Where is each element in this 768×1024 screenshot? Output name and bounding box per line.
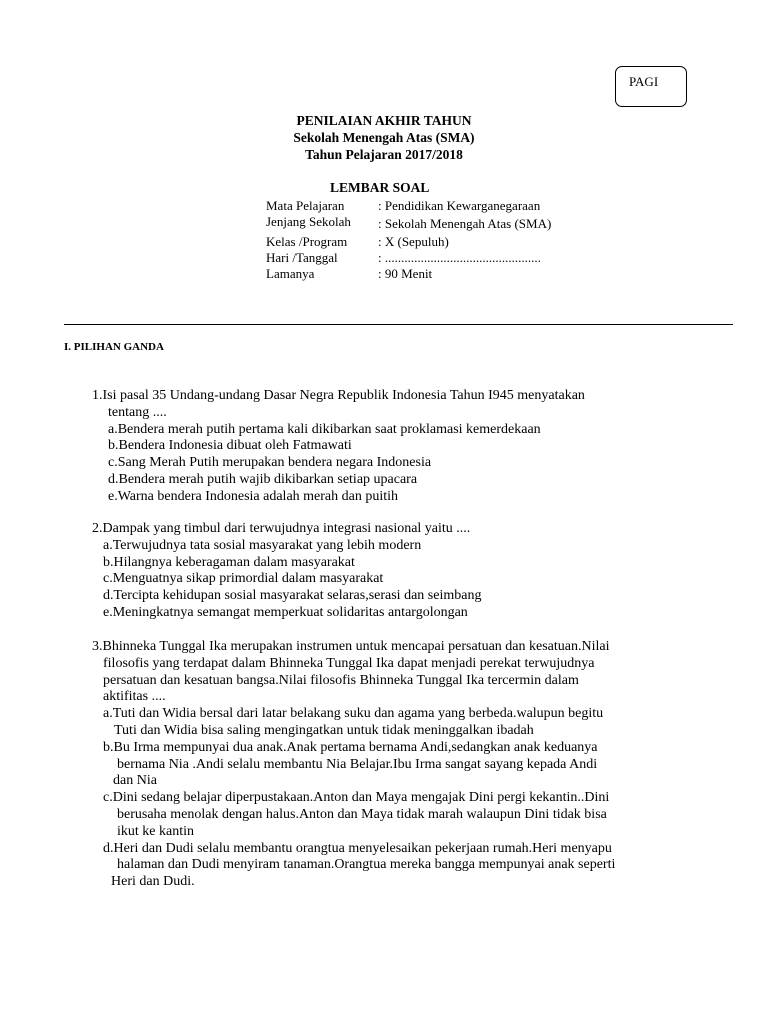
question-stem: aktifitas .... — [103, 689, 166, 705]
section-heading: I. PILIHAN GANDA — [64, 341, 164, 353]
option-c-continued: ikut ke kantin — [117, 823, 194, 839]
option-c: c.Sang Merah Putih merupakan bendera negara Indonesia — [108, 455, 432, 471]
option-e: e.Warna bendera Indonesia adalah merah dan puitih — [108, 488, 399, 504]
meta-value: : Sekolah Menengah Atas (SMA) — [378, 216, 552, 231]
meta-label: Hari /Tanggal — [266, 250, 338, 265]
meta-label: Mata Pelajaran — [266, 198, 345, 213]
sheet-title: LEMBAR SOAL — [330, 180, 430, 195]
option-b-continued: bernama Nia .Andi selalu membantu Nia Belajar.Ibu Irma sangat sayang kepada Andi — [117, 756, 598, 772]
meta-value: : ................................................ — [378, 250, 541, 265]
meta-label: Kelas /Program — [266, 234, 348, 249]
session-label: PAGI — [629, 74, 659, 89]
option-e: e.Meningkatnya semangat memperkuat solidaritas antargolongan — [103, 604, 468, 620]
meta-value: : Pendidikan Kewarganegaraan — [378, 198, 541, 213]
option-a-continued: Tuti dan Widia bisa saling mengingatkan untuk tidak meninggalkan ibadah — [114, 722, 534, 738]
option-d: d.Bendera merah putih wajib dikibarkan setiap upacara — [108, 471, 418, 487]
question-2 — [92, 521, 481, 622]
option-b: b.Bendera Indonesia dibuat oleh Fatmawati — [108, 438, 352, 454]
option-c-continued: berusaha menolak dengan halus.Anton dan Maya tidak marah walaupun Dini tidak bisa — [117, 806, 607, 822]
meta-label: Lamanya — [266, 266, 315, 281]
question-stem: filosofis yang terdapat dalam Bhinneka Tunggal Ika dapat menjadi perekat terwujudnya — [103, 655, 595, 671]
option-c: c.Menguatnya sikap primordial dalam masyarakat — [103, 571, 384, 587]
school-level: Sekolah Menengah Atas (SMA) — [293, 130, 475, 145]
meta-label: Jenjang Sekolah — [266, 214, 351, 229]
option-c: c.Dini sedang belajar diperpustakaan.Anton dan Maya mengajak Dini pergi kekantin..Dini — [103, 790, 610, 806]
question-stem: 1.Isi pasal 35 Undang-undang Dasar Negra Republik Indonesia Tahun I945 menyatakan — [92, 388, 585, 403]
divider — [64, 324, 733, 325]
option-b-continued: dan Nia — [113, 773, 157, 789]
question-stem: 2.Dampak yang timbul dari terwujudnya integrasi nasional yaitu .... — [92, 521, 471, 536]
session-box — [615, 66, 687, 107]
option-a: a.Terwujudnya tata sosial masyarakat yang lebih modern — [103, 537, 422, 553]
question-1 — [92, 388, 585, 506]
option-b: b.Bu Irma mempunyai dua anak.Anak pertama bernama Andi,sedangkan anak keduanya — [103, 739, 598, 755]
option-d-continued: Heri dan Dudi. — [111, 874, 195, 890]
question-3 — [92, 639, 615, 891]
exam-title: PENILAIAN AKHIR TAHUN — [296, 113, 472, 128]
question-stem: 3.Bhinneka Tunggal Ika merupakan instrumen untuk mencapai persatuan dan kesatuan.Nilai — [92, 639, 610, 654]
meta-value: : 90 Menit — [378, 266, 433, 281]
option-b: b.Hilangnya keberagaman dalam masyarakat — [103, 554, 355, 570]
question-stem: tentang .... — [108, 404, 167, 420]
academic-year: Tahun Pelajaran 2017/2018 — [305, 147, 463, 162]
option-d-continued: halaman dan Dudi menyiram tanaman.Orangtua mereka bangga mempunyai anak seperti — [117, 857, 616, 873]
option-a: a.Bendera merah putih pertama kali dikibarkan saat proklamasi kemerdekaan — [108, 421, 541, 437]
meta-value: : X (Sepuluh) — [378, 234, 449, 249]
option-d: d.Heri dan Dudi selalu membantu orangtua menyelesaikan pekerjaan rumah.Heri menyapu — [103, 840, 612, 856]
option-d: d.Tercipta kehidupan sosial masyarakat selaras,serasi dan seimbang — [103, 588, 482, 604]
question-stem: persatuan dan kesatuan bangsa.Nilai filosofis Bhinneka Tunggal Ika tercermin dalam — [103, 672, 579, 688]
option-a: a.Tuti dan Widia bersal dari latar belakang suku dan agama yang berbeda.walupun begitu — [103, 706, 604, 722]
